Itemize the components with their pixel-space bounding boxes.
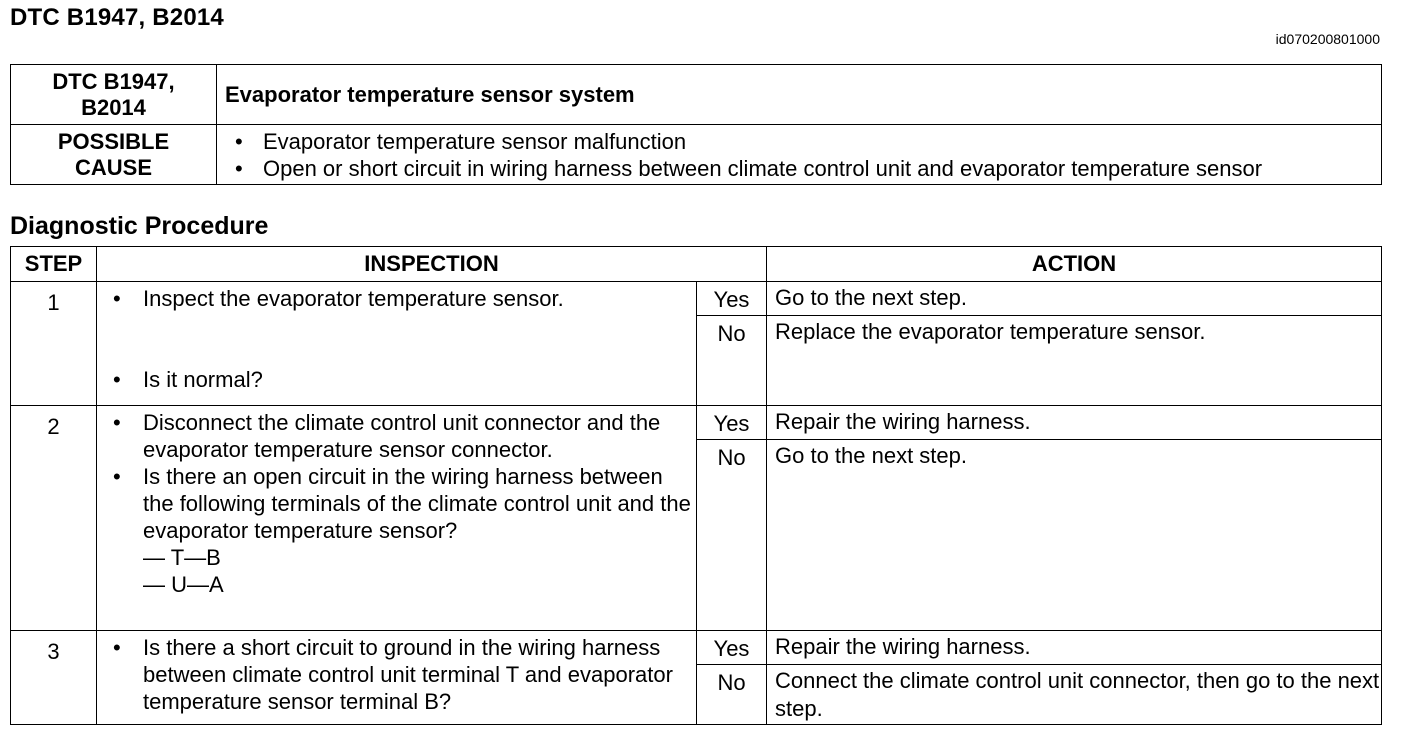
step-number: 3 (11, 631, 97, 725)
cause-label-line2: CAUSE (74, 154, 152, 180)
inspection-cell (97, 282, 697, 406)
cause-label-line1: POSSIBLE (57, 128, 170, 154)
diagnostic-procedure-table (10, 246, 1382, 725)
section-title: Diagnostic Procedure (10, 212, 269, 240)
column-header-action: ACTION (767, 247, 1382, 282)
step-number: 1 (11, 282, 97, 406)
yes-label: Yes (697, 282, 767, 316)
yes-action: Go to the next step. (767, 282, 1382, 316)
inspection-cell (97, 631, 697, 725)
list-item: • Inspect the evaporator temperature sensor. (97, 285, 696, 312)
table-header-row (11, 247, 1382, 282)
document-id: id070200801000 (1275, 31, 1380, 47)
no-label: No (697, 665, 767, 725)
dtc-summary-table (10, 64, 1382, 185)
yes-action: Repair the wiring harness. (767, 631, 1382, 665)
no-action: Go to the next step. (767, 440, 1382, 631)
column-header-inspection: INSPECTION (97, 247, 767, 282)
possible-cause-label-cell (11, 125, 217, 185)
table-row (11, 65, 1382, 125)
yes-action: Repair the wiring harness. (767, 406, 1382, 440)
inspection-cell (97, 406, 697, 631)
terminal-pair: — T—B (143, 545, 221, 570)
table-row (11, 406, 1382, 440)
list-item: • Disconnect the climate control unit connector and the evaporator temperature sensor connector. (97, 409, 696, 463)
list-item: • Is there an open circuit in the wiring harness between the following terminals of the climate control unit and the evaporator temperature sensor? (97, 463, 696, 544)
list-item: • Is it normal? (97, 366, 696, 393)
yes-label: Yes (697, 406, 767, 440)
no-label: No (697, 316, 767, 406)
list-item: • Is there a short circuit to ground in the wiring harness between climate control unit terminal T and evaporator temperature sensor terminal B? (97, 634, 696, 715)
terminal-pair: — U—A (143, 572, 224, 597)
no-action: Replace the evaporator temperature sensor. (767, 316, 1382, 406)
step-number: 2 (11, 406, 97, 631)
column-header-step: STEP (11, 247, 97, 282)
dtc-description: Evaporator temperature sensor system (217, 65, 1382, 125)
table-row (11, 125, 1382, 185)
list-item: • Evaporator temperature sensor malfunction (231, 128, 1381, 155)
no-action: Connect the climate control unit connector, then go to the next step. (767, 665, 1382, 725)
table-row (11, 282, 1382, 316)
page-title: DTC B1947, B2014 (10, 4, 224, 31)
cause-list (217, 128, 1381, 182)
inspection-list (97, 282, 696, 393)
dtc-label-line1: DTC B1947, (52, 68, 175, 94)
inspection-list (97, 406, 696, 544)
list-item: • Open or short circuit in wiring harness between climate control unit and evaporator temperature sensor (231, 155, 1381, 182)
dtc-label-cell (11, 65, 217, 125)
table-row (11, 631, 1382, 665)
yes-label: Yes (697, 631, 767, 665)
no-label: No (697, 440, 767, 631)
inspection-list (97, 631, 696, 715)
dtc-label-line2: B2014 (81, 94, 146, 120)
possible-cause-cell (217, 125, 1382, 185)
